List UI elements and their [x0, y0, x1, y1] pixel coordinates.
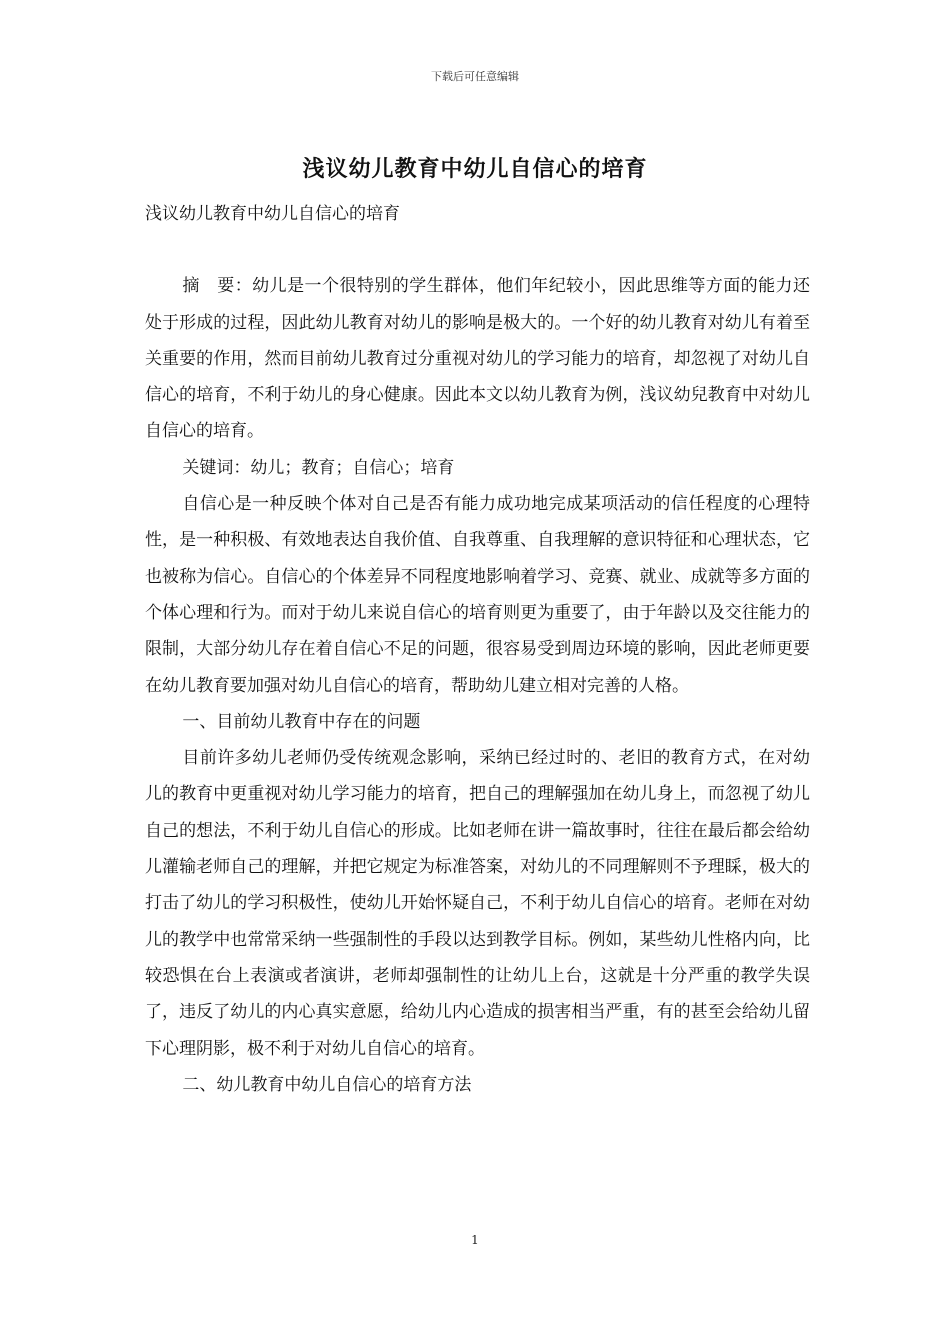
document-body — [145, 196, 810, 1103]
keywords-line: 关键词：幼儿；教育；自信心；培育 — [182, 457, 455, 478]
page-number: 1 — [471, 1233, 479, 1247]
section-1-heading: 一、目前幼儿教育中存在的问题 — [182, 711, 421, 732]
subtitle-line: 浅议幼儿教育中幼儿自信心的培育 — [145, 204, 400, 224]
header-note: 下载后可任意编辑 — [431, 70, 519, 83]
intro-paragraph: 自信心是一种反映个体对自己是否有能力成功地完成某项活动的信任程度的心理特性，是一种积极、有效地表达自我价值、自我尊重、自我理解的意识特征和心理状态，它也被称为信心。自信心的个体差异不同程度地影响着学习、竞赛、就业、成就等多方面的个体心理和行为。而对于幼儿来说自信心的培育则更为重要了，由于年龄以及交往能力的限制，大部分幼儿存在着自信心不足的问题，很容易受到周边环境的影响，因此老师更要在幼儿教育要加强对幼儿自信心的培育，帮助幼儿建立相对完善的人格。 — [145, 494, 810, 696]
abstract-paragraph: 摘 要：幼儿是一个很特别的学生群体，他们年纪较小，因此思维等方面的能力还处于形成的过程，因此幼儿教育对幼儿的影响是极大的。一个好的幼儿教育对幼儿有着至关重要的作用，然而目前幼儿教育过分重视对幼儿的学习能力的培育，却忽视了对幼儿自信心的培育，不利于幼儿的身心健康。因此本文以幼儿教育为例，浅议幼兒教育中对幼儿自信心的培育。 — [145, 276, 810, 442]
section-2-heading: 二、幼儿教育中幼儿自信心的培育方法 — [182, 1074, 472, 1095]
section-1-paragraph: 目前许多幼儿老师仍受传统观念影响，采纳已经过时的、老旧的教育方式，在对幼儿的教育中更重视对幼儿学习能力的培育，把自己的理解强加在幼儿身上，而忽视了幼儿自己的想法，不利于幼儿自信心的形成。比如老师在讲一篇故事时，往往在最后都会给幼儿灌输老师自己的理解，并把它规定为标准答案，对幼儿的不同理解则不予理睬，极大的打击了幼儿的学习积极性，使幼儿开始怀疑自己，不利于幼儿自信心的培育。老师在对幼儿的教学中也常常采纳一些强制性的手段以达到教学目标。例如，某些幼儿性格内向，比较恐惧在台上表演或者演讲，老师却强制性的让幼儿上台，这就是十分严重的教学失误了，违反了幼儿的内心真实意愿，给幼儿内心造成的损害相当严重，有的甚至会给幼儿留下心理阴影，极不利于对幼儿自信心的培育。 — [145, 748, 810, 1059]
document-title: 浅议幼儿教育中幼儿自信心的培育 — [302, 156, 648, 182]
